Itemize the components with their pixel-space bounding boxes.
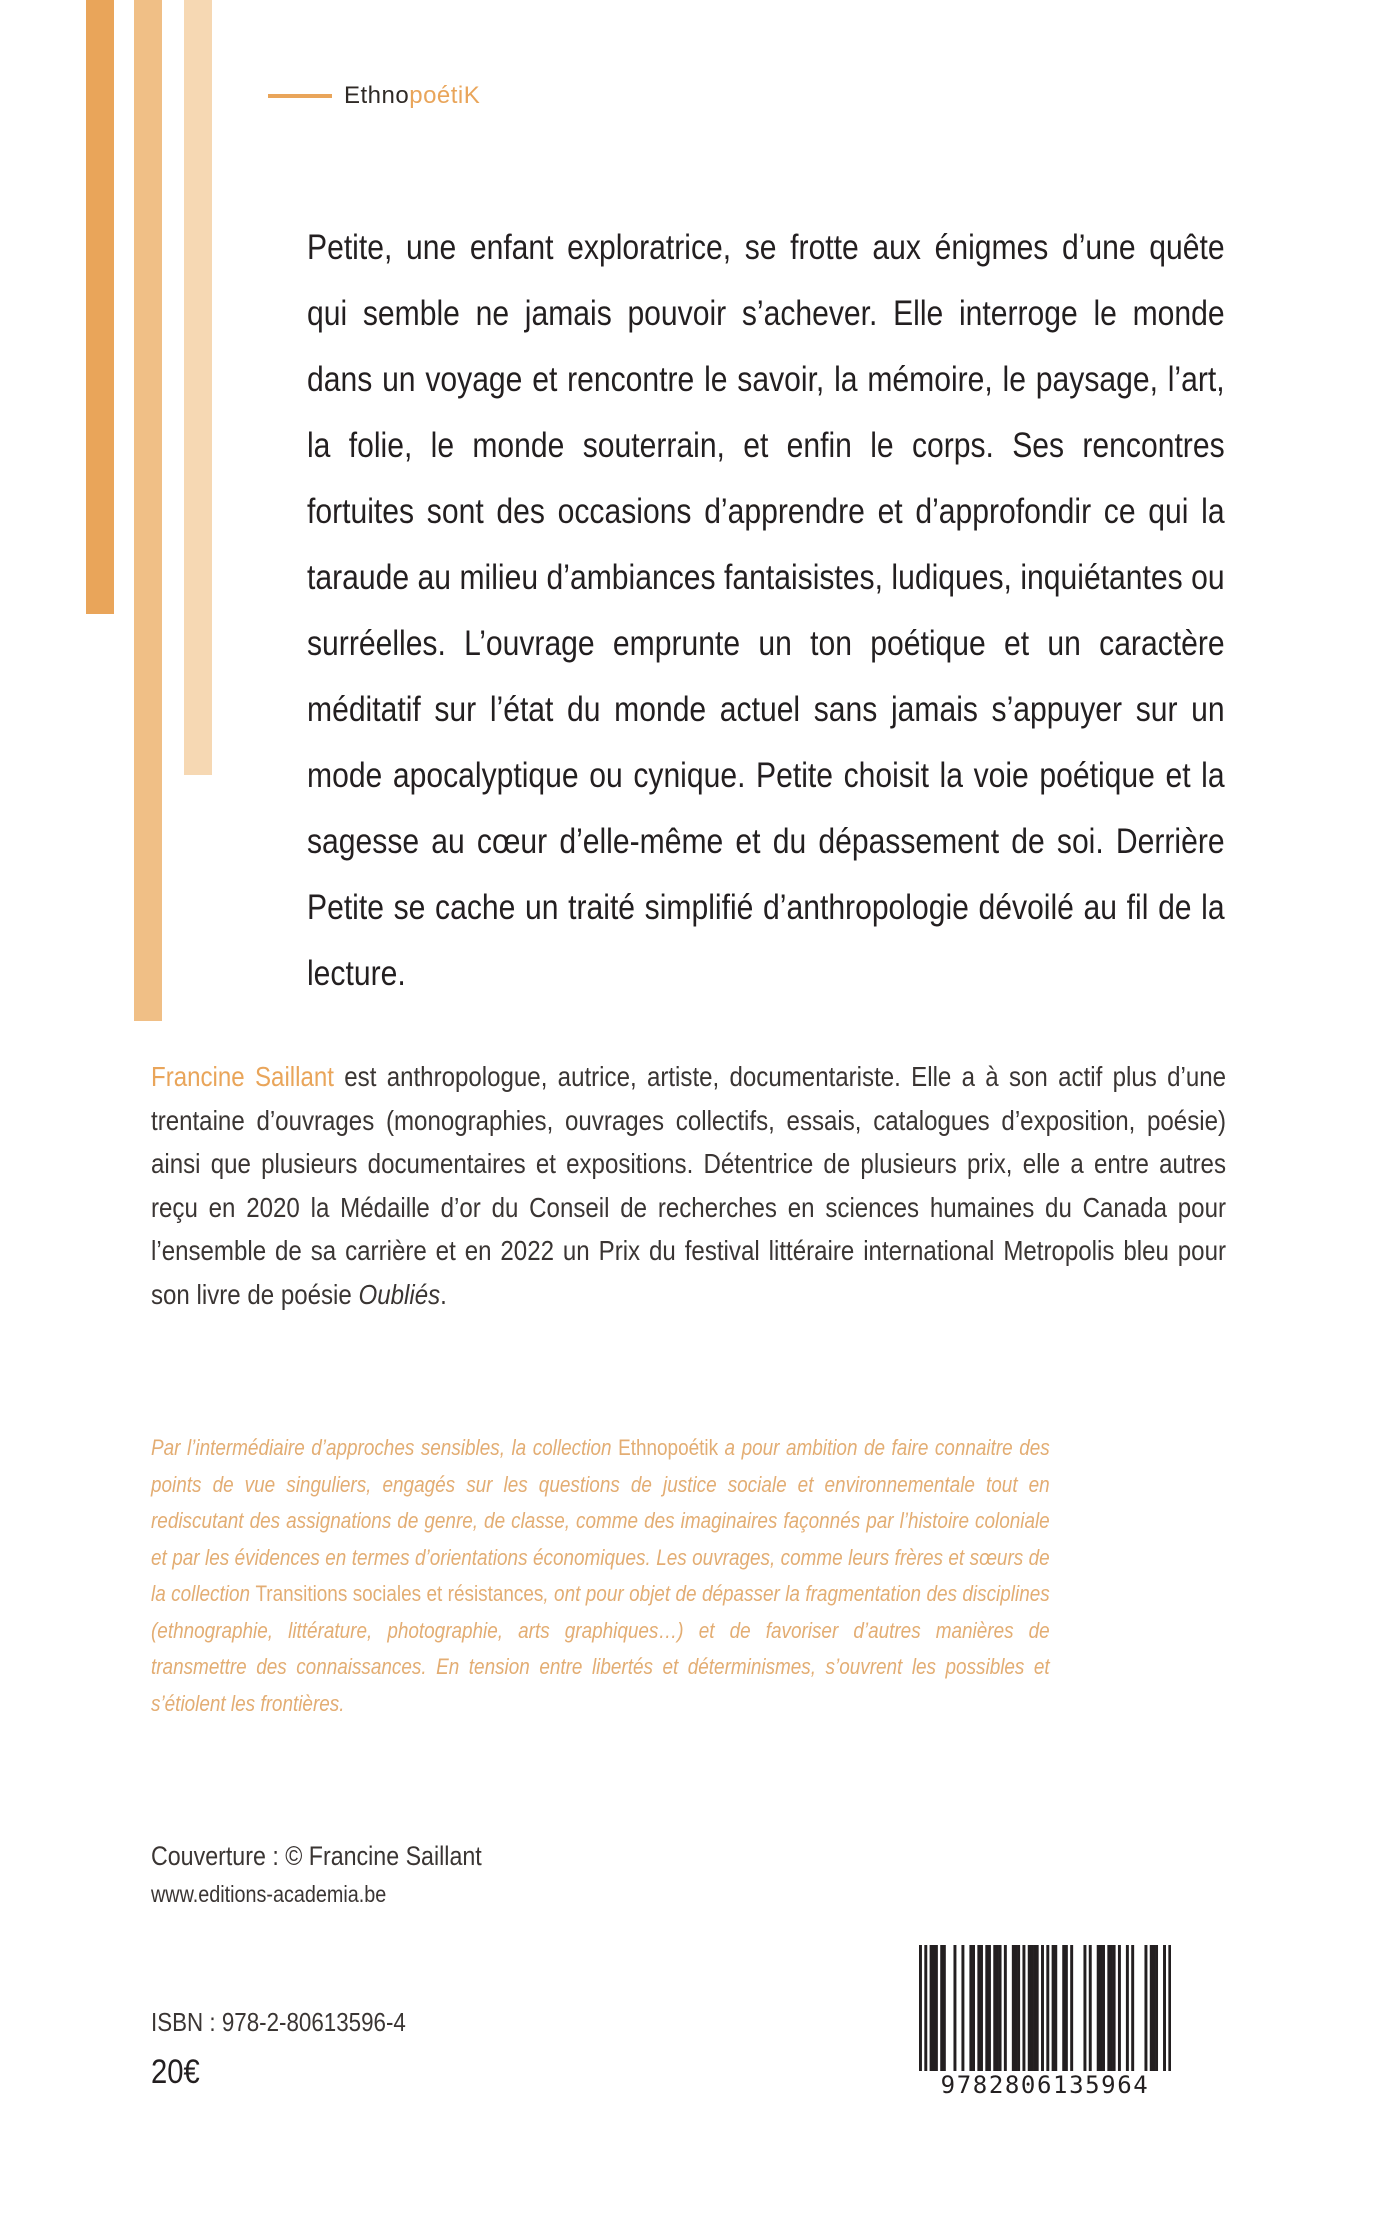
barcode-bar — [1017, 1945, 1020, 2073]
cover-credit: Couverture : © Francine Saillant — [151, 1841, 482, 1871]
brand-rule — [268, 94, 332, 98]
barcode-bar — [999, 1945, 1002, 2073]
collection-name: Ethnopoétik — [618, 1435, 719, 1460]
barcode-bar — [1110, 1945, 1113, 2073]
barcode-bar — [1152, 1945, 1155, 2073]
barcode-bar — [969, 1945, 972, 2073]
barcode-bar — [953, 1945, 956, 2073]
barcode-bar — [1046, 1945, 1049, 2073]
barcode-bar — [1012, 1945, 1015, 2073]
barcode-bar — [977, 1945, 980, 2073]
collection-brand — [268, 76, 480, 116]
barcode-bar — [1062, 1945, 1065, 2073]
barcode-bar — [1004, 1945, 1007, 2073]
brand-name — [344, 82, 480, 110]
barcode-bar — [1065, 1945, 1068, 2073]
barcode-bar — [919, 1945, 922, 2073]
barcode-bar — [1033, 1945, 1036, 2073]
barcode-bar — [1126, 1945, 1129, 2073]
barcode-bar — [1022, 1945, 1025, 2073]
barcode-bar — [1054, 1945, 1057, 2073]
barcode-bar — [1113, 1945, 1116, 2073]
barcode-bar — [932, 1945, 935, 2073]
barcode-bar — [972, 1945, 975, 2073]
barcode-bar — [1107, 1945, 1110, 2073]
barcode-bar — [1168, 1945, 1171, 2073]
barcode-bar — [1089, 1945, 1092, 2073]
book-title-reference: Oubliés — [358, 1278, 441, 1310]
barcode-bar — [980, 1945, 983, 2073]
barcode-bar — [1131, 1945, 1134, 2073]
barcode-bar — [1036, 1945, 1039, 2073]
barcode-bar — [924, 1945, 927, 2073]
barcode-bar — [1014, 1945, 1017, 2073]
barcode-bar — [1155, 1945, 1158, 2073]
price: 20€ — [151, 2053, 200, 2091]
barcode-bar — [1041, 1945, 1044, 2073]
author-bio — [151, 1055, 1226, 1316]
barcode-digits: 9782806135964 — [919, 2071, 1171, 2099]
isbn: ISBN : 978-2-80613596-4 — [151, 2007, 406, 2037]
barcode-bar — [1118, 1945, 1121, 2073]
collection-text-1: Par l’intermédiaire d’approches sensibles, la collection — [151, 1435, 619, 1460]
author-bio-text: est anthropologue, autrice, artiste, documentariste. Elle a à son actif plus d’une trentaine d’ouvrages (monographies, ouvrages collectifs, essais, catalogues d’exposition, poésie) ainsi que plusieurs documentaires et expositions. Détentrice de plusieurs prix, elle a entre autres reçu en 2020 la Médaille d’or du Conseil de recherches en sciences humaines du Canada pour l’ensemble de sa carrière et en 2022 un Prix du festival littéraire international Metropolis bleu pour son livre de poésie — [151, 1061, 1226, 1310]
publisher-website: www.editions-academia.be — [151, 1881, 387, 1907]
barcode-bar — [940, 1945, 943, 2073]
barcode-bar — [943, 1945, 946, 2073]
decorative-stripe-light — [184, 0, 212, 775]
barcode-bar — [1083, 1945, 1086, 2073]
barcode-bar — [1028, 1945, 1031, 2073]
decorative-stripe-dark — [86, 0, 114, 614]
barcode-bar — [1097, 1945, 1100, 2073]
barcode-bar — [1030, 1945, 1033, 2073]
barcode-bar — [1144, 1945, 1147, 2073]
barcode-bar — [993, 1945, 996, 2073]
barcode-bar — [1052, 1945, 1055, 2073]
barcode — [919, 1945, 1171, 2115]
decorative-stripe-medium — [134, 0, 162, 1021]
barcode-bar — [988, 1945, 991, 2073]
barcode-bar — [930, 1945, 933, 2073]
collection-text-3: , ont pour objet de dépasser la fragmentation des disciplines (ethnographie, littérature, photographie, arts graphiques…) et de favoriser d’autres manières de transmettre des connaissances. En tension entre libertés et déterminismes, s’ouvrent les possibles et s’étiolent les frontières. — [151, 1581, 1050, 1716]
collection-text-2: a pour ambition de faire connaitre des points de vue singuliers, engagés sur les questions de justice sociale et environnementale tout en rediscutant des assignations de genre, de classe, comme des imaginaires façonnés par l’histoire coloniale et par les évidences en termes d’orientations économiques. Les ouvrages, comme leurs frères et sœurs de la collection — [151, 1435, 1050, 1606]
barcode-bar — [1102, 1945, 1105, 2073]
barcode-bar — [985, 1945, 988, 2073]
barcode-bar — [1070, 1945, 1073, 2073]
barcode-bar — [935, 1945, 938, 2073]
author-name: Francine Saillant — [151, 1061, 334, 1092]
book-summary: Petite, une enfant exploratrice, se frotte aux énigmes d’une quête qui semble ne jamais pouvoir s’achever. Elle interroge le monde dans un voyage et rencontre le savoir, la mémoire, le paysage, l’art, la folie, le monde souterrain, et enfin le corps. Ses rencontres fortuites sont des occasions d’apprendre et d’approfondir ce qui la taraude au milieu d’ambiances fantaisistes, ludiques, inquiétantes ou surréelles. L’ouvrage emprunte un ton poétique et un caractère méditatif sur l’état du monde actuel sans jamais s’appuyer sur un mode apocalyptique ou cynique. Petite choisit la voie poétique et la sagesse au cœur d’elle-même et du dépassement de soi. Derrière Petite se cache un traité simplifié d’anthropologie dévoilé au fil de la lecture. — [307, 228, 1225, 993]
barcode-bar — [1150, 1945, 1153, 2073]
barcode-bar — [961, 1945, 964, 2073]
author-bio-end: . — [440, 1278, 447, 1310]
collection-description — [151, 1430, 1050, 1722]
barcode-bar — [1099, 1945, 1102, 2073]
barcode-bars — [919, 1945, 1171, 2073]
brand-name-part2: poétiK — [409, 82, 481, 109]
credits — [151, 1836, 482, 1912]
barcode-bar — [996, 1945, 999, 2073]
brand-name-part1: Ethno — [344, 82, 410, 109]
sister-collection-name: Transitions sociales et résistances — [255, 1581, 544, 1606]
barcode-bar — [1163, 1945, 1166, 2073]
